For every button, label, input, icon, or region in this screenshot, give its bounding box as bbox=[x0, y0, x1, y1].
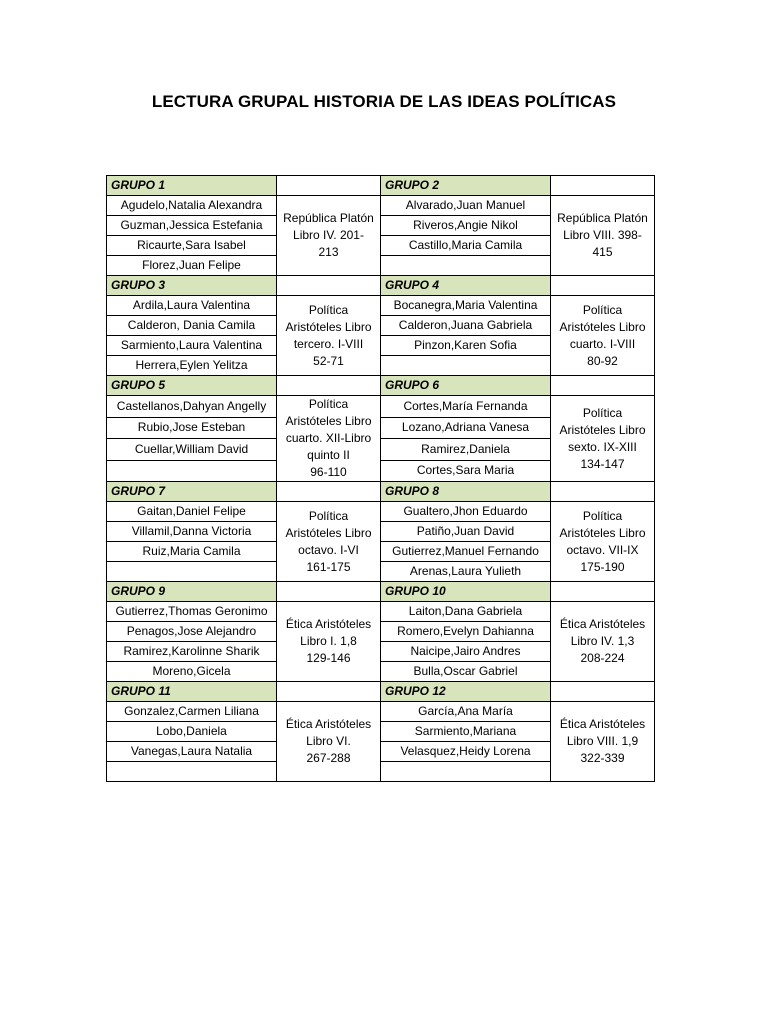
reading-line: 267-288 bbox=[306, 751, 351, 765]
reading-line: 322-339 bbox=[580, 751, 625, 765]
member-name: Penagos,Jose Alejandro bbox=[107, 622, 277, 642]
reading-line: 161-175 bbox=[306, 559, 351, 574]
member-name: Riveros,Angie Nikol bbox=[381, 216, 551, 236]
reading-line: Aristóteles Libro bbox=[559, 422, 646, 437]
reading-assignment bbox=[277, 196, 381, 276]
reading-line: Ética Aristóteles bbox=[559, 717, 646, 731]
member-name: Agudelo,Natalia Alexandra bbox=[107, 196, 277, 216]
member-name: Velasquez,Heidy Lorena bbox=[381, 742, 551, 762]
reading-line: Aristóteles Libro bbox=[285, 414, 372, 428]
reading-line: sexto. IX-XIII bbox=[568, 439, 637, 454]
reading-line: octavo. VII-IX bbox=[566, 542, 639, 557]
reading-line: 175-190 bbox=[580, 559, 625, 574]
member-name: Ardila,Laura Valentina bbox=[107, 296, 277, 316]
group-header-row bbox=[107, 176, 655, 196]
member-name: Gaitan,Daniel Felipe bbox=[107, 502, 277, 522]
member-name: Bocanegra,Maria Valentina bbox=[381, 296, 551, 316]
member-row bbox=[107, 602, 655, 622]
member-name: Rubio,Jose Esteban bbox=[107, 417, 277, 439]
reading-line: Política bbox=[308, 397, 349, 411]
member-name: Gutierrez,Thomas Geronimo bbox=[107, 602, 277, 622]
reading-line: Política bbox=[582, 405, 623, 420]
member-name: Gonzalez,Carmen Liliana bbox=[107, 702, 277, 722]
reading-line: Libro VIII. 1,9 bbox=[566, 734, 639, 748]
member-name: Moreno,Gicela bbox=[107, 662, 277, 682]
reading-assignment bbox=[551, 396, 655, 482]
reading-assignment bbox=[277, 702, 381, 782]
reading-line: Libro IV. 1,3 bbox=[570, 634, 635, 648]
member-name: Naicipe,Jairo Andres bbox=[381, 642, 551, 662]
empty-cell bbox=[551, 276, 655, 296]
member-name: Ramirez,Karolinne Sharik bbox=[107, 642, 277, 662]
member-name: Laiton,Dana Gabriela bbox=[381, 602, 551, 622]
group-label: GRUPO 11 bbox=[107, 682, 277, 702]
reading-line: 52-71 bbox=[313, 353, 344, 368]
reading-line: Ética Aristóteles bbox=[559, 617, 646, 631]
member-name bbox=[381, 356, 551, 376]
member-name: Romero,Evelyn Dahianna bbox=[381, 622, 551, 642]
member-name bbox=[107, 460, 277, 482]
reading-line: 208-224 bbox=[580, 651, 625, 665]
reading-line: Aristóteles Libro bbox=[285, 319, 372, 334]
reading-line: Política bbox=[582, 302, 623, 317]
member-name: Lobo,Daniela bbox=[107, 722, 277, 742]
group-label: GRUPO 8 bbox=[381, 482, 551, 502]
reading-line: cuarto. XII-Libro bbox=[285, 431, 372, 445]
member-name: García,Ana María bbox=[381, 702, 551, 722]
group-header-row bbox=[107, 682, 655, 702]
group-label: GRUPO 7 bbox=[107, 482, 277, 502]
group-label: GRUPO 5 bbox=[107, 376, 277, 396]
member-name: Villamil,Danna Victoria bbox=[107, 522, 277, 542]
member-name: Herrera,Eylen Yelitza bbox=[107, 356, 277, 376]
member-name: Florez,Juan Felipe bbox=[107, 256, 277, 276]
group-label: GRUPO 1 bbox=[107, 176, 277, 196]
group-header-row bbox=[107, 482, 655, 502]
member-name: Castillo,Maria Camila bbox=[381, 236, 551, 256]
member-name bbox=[381, 762, 551, 782]
page-title: LECTURA GRUPAL HISTORIA DE LAS IDEAS POLÍTICAS bbox=[151, 92, 617, 111]
member-name: Cortes,Sara Maria bbox=[381, 460, 551, 482]
member-name bbox=[381, 256, 551, 276]
member-name: Ruiz,Maria Camila bbox=[107, 542, 277, 562]
group-label: GRUPO 10 bbox=[381, 582, 551, 602]
member-name: Calderon,Juana Gabriela bbox=[381, 316, 551, 336]
reading-line: Aristóteles Libro bbox=[285, 525, 372, 540]
reading-line: Ética Aristóteles bbox=[285, 617, 372, 631]
member-name: Guzman,Jessica Estefania bbox=[107, 216, 277, 236]
member-name: Gualtero,Jhon Eduardo bbox=[381, 502, 551, 522]
reading-assignment bbox=[277, 296, 381, 376]
empty-cell bbox=[277, 582, 381, 602]
group-label: GRUPO 4 bbox=[381, 276, 551, 296]
empty-cell bbox=[551, 682, 655, 702]
group-label: GRUPO 12 bbox=[381, 682, 551, 702]
reading-line: cuarto. I-VIII bbox=[569, 336, 636, 351]
member-name bbox=[107, 762, 277, 782]
reading-line: Política bbox=[308, 508, 349, 523]
member-row bbox=[107, 702, 655, 722]
member-name: Arenas,Laura Yulieth bbox=[381, 562, 551, 582]
member-name: Alvarado,Juan Manuel bbox=[381, 196, 551, 216]
group-header-row bbox=[107, 582, 655, 602]
group-header-row bbox=[107, 376, 655, 396]
reading-line: octavo. I-VI bbox=[298, 542, 359, 557]
member-name: Ricaurte,Sara Isabel bbox=[107, 236, 277, 256]
reading-line: tercero. I-VIII bbox=[293, 336, 364, 351]
reading-line: 134-147 bbox=[580, 456, 625, 471]
member-name: Bulla,Oscar Gabriel bbox=[381, 662, 551, 682]
member-name: Vanegas,Laura Natalia bbox=[107, 742, 277, 762]
member-name: Lozano,Adriana Vanesa bbox=[381, 417, 551, 439]
empty-cell bbox=[551, 176, 655, 196]
reading-assignment bbox=[551, 296, 655, 376]
reading-assignment bbox=[551, 602, 655, 682]
reading-line: Ética Aristóteles bbox=[285, 717, 372, 731]
member-row bbox=[107, 296, 655, 316]
reading-line: 415 bbox=[592, 245, 613, 259]
reading-line: 80-92 bbox=[587, 353, 618, 368]
group-label: GRUPO 3 bbox=[107, 276, 277, 296]
reading-line: Libro IV. 201- bbox=[293, 228, 364, 242]
reading-assignment bbox=[277, 602, 381, 682]
reading-line: 129-146 bbox=[306, 651, 351, 665]
empty-cell bbox=[277, 482, 381, 502]
member-name: Sarmiento,Laura Valentina bbox=[107, 336, 277, 356]
member-name bbox=[107, 562, 277, 582]
member-row bbox=[107, 396, 655, 418]
reading-assignment bbox=[277, 502, 381, 582]
member-name: Ramirez,Daniela bbox=[381, 439, 551, 461]
reading-line: Aristóteles Libro bbox=[559, 525, 646, 540]
reading-line: quinto II bbox=[307, 448, 350, 462]
reading-line: Política bbox=[308, 302, 349, 317]
member-row bbox=[107, 196, 655, 216]
member-name: Calderon, Dania Camila bbox=[107, 316, 277, 336]
member-name: Patiño,Juan David bbox=[381, 522, 551, 542]
group-label: GRUPO 6 bbox=[381, 376, 551, 396]
reading-assignment bbox=[551, 196, 655, 276]
member-name: Cortes,María Fernanda bbox=[381, 396, 551, 418]
reading-line: Libro VI. bbox=[306, 734, 351, 748]
reading-line: Libro I. 1,8 bbox=[300, 634, 357, 648]
reading-line: Política bbox=[582, 508, 623, 523]
reading-assignment bbox=[551, 502, 655, 582]
group-header-row bbox=[107, 276, 655, 296]
reading-line: Libro VIII. 398- bbox=[563, 228, 642, 242]
member-name: Gutierrez,Manuel Fernando bbox=[381, 542, 551, 562]
reading-line: República Platón bbox=[557, 211, 648, 225]
empty-cell bbox=[277, 682, 381, 702]
empty-cell bbox=[277, 376, 381, 396]
member-name: Pinzon,Karen Sofia bbox=[381, 336, 551, 356]
reading-line: 96-110 bbox=[310, 465, 347, 479]
member-row bbox=[107, 502, 655, 522]
empty-cell bbox=[551, 582, 655, 602]
empty-cell bbox=[551, 376, 655, 396]
group-label: GRUPO 9 bbox=[107, 582, 277, 602]
reading-assignment bbox=[551, 702, 655, 782]
reading-line: República Platón bbox=[283, 211, 374, 225]
member-name: Sarmiento,Mariana bbox=[381, 722, 551, 742]
reading-line: Aristóteles Libro bbox=[559, 319, 646, 334]
reading-line: 213 bbox=[318, 245, 339, 259]
groups-table bbox=[106, 175, 655, 782]
member-name: Cuellar,William David bbox=[107, 439, 277, 461]
group-label: GRUPO 2 bbox=[381, 176, 551, 196]
empty-cell bbox=[277, 176, 381, 196]
empty-cell bbox=[277, 276, 381, 296]
reading-assignment bbox=[277, 396, 381, 482]
empty-cell bbox=[551, 482, 655, 502]
member-name: Castellanos,Dahyan Angelly bbox=[107, 396, 277, 418]
